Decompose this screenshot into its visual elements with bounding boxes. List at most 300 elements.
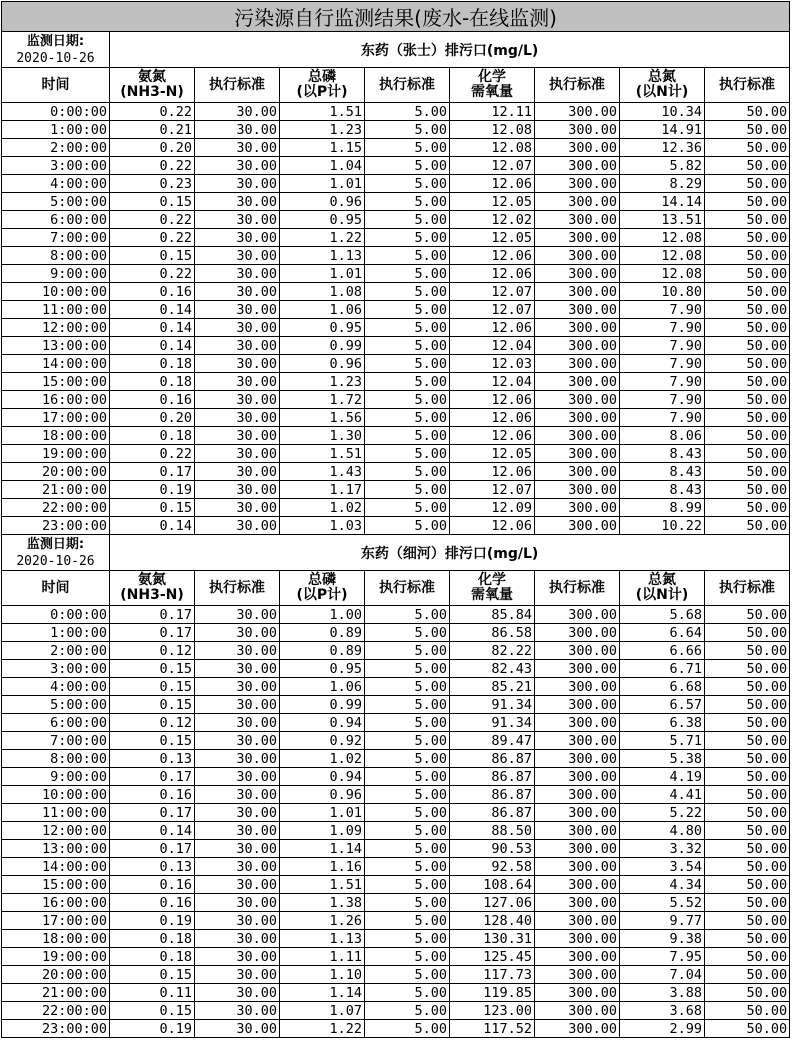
cell-time: 13:00:00 xyxy=(2,337,110,355)
table-row xyxy=(2,301,790,319)
monitoring-date xyxy=(2,32,110,68)
cell-ammonia: 0.15 xyxy=(110,966,195,984)
cell-cod: 86.58 xyxy=(450,624,535,642)
table-body xyxy=(2,2,790,1038)
cell-cod-standard: 300.00 xyxy=(535,930,620,948)
cell-ammonia: 0.15 xyxy=(110,499,195,517)
cell-nitrogen: 7.90 xyxy=(620,319,705,337)
cell-nitrogen: 12.08 xyxy=(620,265,705,283)
outlet-name: 东药（张士）排污口(mg/L) xyxy=(110,32,790,68)
table-row xyxy=(2,157,790,175)
cell-time: 21:00:00 xyxy=(2,984,110,1002)
cell-cod: 12.08 xyxy=(450,121,535,139)
cell-nitrogen: 12.08 xyxy=(620,229,705,247)
cell-nitrogen-standard: 50.00 xyxy=(705,463,790,481)
cell-phosphorus-standard: 5.00 xyxy=(365,355,450,373)
table-row xyxy=(2,876,790,894)
cell-cod-standard: 300.00 xyxy=(535,984,620,1002)
cell-time: 10:00:00 xyxy=(2,786,110,804)
table-row xyxy=(2,355,790,373)
cell-nitrogen: 6.68 xyxy=(620,678,705,696)
cell-nitrogen-standard: 50.00 xyxy=(705,678,790,696)
cell-cod-standard: 300.00 xyxy=(535,876,620,894)
cell-phosphorus-standard: 5.00 xyxy=(365,463,450,481)
cell-phosphorus: 1.04 xyxy=(280,157,365,175)
header-line: 总氮 xyxy=(648,69,676,85)
section-info-row xyxy=(2,535,790,571)
cell-nitrogen-standard: 50.00 xyxy=(705,211,790,229)
cell-phosphorus-standard: 5.00 xyxy=(365,301,450,319)
monitoring-sheet xyxy=(1,1,789,1046)
cell-nitrogen: 6.38 xyxy=(620,714,705,732)
cell-nitrogen-standard: 50.00 xyxy=(705,409,790,427)
cell-time: 13:00:00 xyxy=(2,840,110,858)
cell-cod: 12.04 xyxy=(450,373,535,391)
cell-nitrogen: 3.88 xyxy=(620,984,705,1002)
page-title: 污染源自行监测结果(废水-在线监测) xyxy=(2,2,790,32)
cell-ammonia-standard: 30.00 xyxy=(195,481,280,499)
cell-phosphorus-standard: 5.00 xyxy=(365,409,450,427)
cell-ammonia-standard: 30.00 xyxy=(195,804,280,822)
cell-phosphorus: 1.06 xyxy=(280,678,365,696)
cell-cod: 86.87 xyxy=(450,804,535,822)
cell-ammonia-standard: 30.00 xyxy=(195,427,280,445)
cell-nitrogen-standard: 50.00 xyxy=(705,103,790,121)
table-row xyxy=(2,481,790,499)
header-nitrogen xyxy=(620,68,705,103)
cell-cod-standard: 300.00 xyxy=(535,355,620,373)
table-row xyxy=(2,445,790,463)
cell-ammonia: 0.14 xyxy=(110,517,195,535)
table-row xyxy=(2,517,790,535)
cell-time: 23:00:00 xyxy=(2,1020,110,1038)
header-nitrogen xyxy=(620,571,705,606)
cell-phosphorus-standard: 5.00 xyxy=(365,858,450,876)
header-nitrogen-standard: 执行标准 xyxy=(705,68,790,103)
cell-phosphorus: 0.96 xyxy=(280,786,365,804)
cell-phosphorus-standard: 5.00 xyxy=(365,103,450,121)
cell-phosphorus-standard: 5.00 xyxy=(365,139,450,157)
cell-nitrogen: 7.90 xyxy=(620,409,705,427)
header-ammonia-standard: 执行标准 xyxy=(195,571,280,606)
cell-ammonia: 0.22 xyxy=(110,103,195,121)
cell-ammonia: 0.14 xyxy=(110,822,195,840)
cell-phosphorus-standard: 5.00 xyxy=(365,1020,450,1038)
cell-ammonia-standard: 30.00 xyxy=(195,265,280,283)
header-nitrogen-standard: 执行标准 xyxy=(705,571,790,606)
cell-ammonia-standard: 30.00 xyxy=(195,894,280,912)
header-time: 时间 xyxy=(2,571,110,606)
cell-cod: 12.09 xyxy=(450,499,535,517)
cell-cod: 12.05 xyxy=(450,229,535,247)
cell-phosphorus-standard: 5.00 xyxy=(365,427,450,445)
cell-cod: 12.02 xyxy=(450,211,535,229)
cell-nitrogen: 5.71 xyxy=(620,732,705,750)
cell-time: 22:00:00 xyxy=(2,499,110,517)
cell-cod-standard: 300.00 xyxy=(535,337,620,355)
cell-cod: 12.07 xyxy=(450,301,535,319)
table-row xyxy=(2,606,790,624)
cell-cod-standard: 300.00 xyxy=(535,517,620,535)
cell-phosphorus-standard: 5.00 xyxy=(365,193,450,211)
cell-nitrogen-standard: 50.00 xyxy=(705,732,790,750)
cell-ammonia: 0.14 xyxy=(110,301,195,319)
cell-nitrogen: 5.52 xyxy=(620,894,705,912)
cell-ammonia-standard: 30.00 xyxy=(195,499,280,517)
cell-time: 3:00:00 xyxy=(2,660,110,678)
table-row xyxy=(2,121,790,139)
cell-cod-standard: 300.00 xyxy=(535,714,620,732)
cell-nitrogen-standard: 50.00 xyxy=(705,229,790,247)
header-ammonia xyxy=(110,68,195,103)
cell-nitrogen: 9.77 xyxy=(620,912,705,930)
cell-nitrogen: 4.41 xyxy=(620,786,705,804)
header-cod xyxy=(450,68,535,103)
cell-nitrogen: 4.80 xyxy=(620,822,705,840)
cell-phosphorus-standard: 5.00 xyxy=(365,157,450,175)
table-row xyxy=(2,840,790,858)
cell-phosphorus: 0.99 xyxy=(280,337,365,355)
header-line: 化学 xyxy=(478,572,506,588)
header-cod-standard: 执行标准 xyxy=(535,68,620,103)
table-row xyxy=(2,804,790,822)
cell-ammonia-standard: 30.00 xyxy=(195,1002,280,1020)
cell-nitrogen-standard: 50.00 xyxy=(705,121,790,139)
cell-cod: 92.58 xyxy=(450,858,535,876)
cell-cod-standard: 300.00 xyxy=(535,1002,620,1020)
cell-nitrogen: 7.90 xyxy=(620,355,705,373)
cell-phosphorus: 1.14 xyxy=(280,984,365,1002)
cell-nitrogen: 8.99 xyxy=(620,499,705,517)
cell-cod: 117.73 xyxy=(450,966,535,984)
cell-phosphorus-standard: 5.00 xyxy=(365,750,450,768)
cell-phosphorus-standard: 5.00 xyxy=(365,642,450,660)
cell-ammonia-standard: 30.00 xyxy=(195,193,280,211)
cell-phosphorus-standard: 5.00 xyxy=(365,373,450,391)
table-row xyxy=(2,1002,790,1020)
cell-ammonia-standard: 30.00 xyxy=(195,409,280,427)
table-row xyxy=(2,714,790,732)
cell-ammonia-standard: 30.00 xyxy=(195,624,280,642)
cell-ammonia: 0.14 xyxy=(110,319,195,337)
cell-cod-standard: 300.00 xyxy=(535,678,620,696)
header-time: 时间 xyxy=(2,68,110,103)
cell-phosphorus: 1.23 xyxy=(280,373,365,391)
cell-ammonia-standard: 30.00 xyxy=(195,1020,280,1038)
cell-nitrogen-standard: 50.00 xyxy=(705,876,790,894)
cell-nitrogen: 2.99 xyxy=(620,1020,705,1038)
cell-ammonia-standard: 30.00 xyxy=(195,283,280,301)
cell-ammonia: 0.15 xyxy=(110,247,195,265)
cell-phosphorus: 1.14 xyxy=(280,840,365,858)
cell-cod-standard: 300.00 xyxy=(535,948,620,966)
cell-ammonia-standard: 30.00 xyxy=(195,930,280,948)
cell-cod: 12.07 xyxy=(450,157,535,175)
cell-ammonia-standard: 30.00 xyxy=(195,858,280,876)
cell-ammonia-standard: 30.00 xyxy=(195,319,280,337)
cell-cod-standard: 300.00 xyxy=(535,445,620,463)
cell-cod: 86.87 xyxy=(450,786,535,804)
cell-phosphorus-standard: 5.00 xyxy=(365,660,450,678)
cell-cod-standard: 300.00 xyxy=(535,211,620,229)
cell-time: 21:00:00 xyxy=(2,481,110,499)
cell-time: 23:00:00 xyxy=(2,517,110,535)
cell-phosphorus-standard: 5.00 xyxy=(365,822,450,840)
header-line: 总磷 xyxy=(308,69,336,85)
cell-ammonia: 0.18 xyxy=(110,948,195,966)
cell-ammonia-standard: 30.00 xyxy=(195,678,280,696)
cell-time: 5:00:00 xyxy=(2,193,110,211)
cell-nitrogen-standard: 50.00 xyxy=(705,1002,790,1020)
cell-nitrogen-standard: 50.00 xyxy=(705,175,790,193)
cell-phosphorus: 1.01 xyxy=(280,804,365,822)
cell-cod: 12.06 xyxy=(450,463,535,481)
cell-nitrogen: 14.14 xyxy=(620,193,705,211)
table-row xyxy=(2,696,790,714)
cell-phosphorus: 1.01 xyxy=(280,265,365,283)
cell-nitrogen-standard: 50.00 xyxy=(705,606,790,624)
cell-cod-standard: 300.00 xyxy=(535,696,620,714)
cell-nitrogen-standard: 50.00 xyxy=(705,966,790,984)
cell-nitrogen: 3.68 xyxy=(620,1002,705,1020)
cell-ammonia-standard: 30.00 xyxy=(195,642,280,660)
cell-nitrogen-standard: 50.00 xyxy=(705,337,790,355)
cell-phosphorus: 0.99 xyxy=(280,696,365,714)
cell-phosphorus: 1.51 xyxy=(280,876,365,894)
cell-phosphorus-standard: 5.00 xyxy=(365,876,450,894)
cell-nitrogen-standard: 50.00 xyxy=(705,301,790,319)
cell-time: 11:00:00 xyxy=(2,301,110,319)
cell-ammonia: 0.17 xyxy=(110,463,195,481)
cell-time: 15:00:00 xyxy=(2,876,110,894)
cell-cod-standard: 300.00 xyxy=(535,373,620,391)
cell-nitrogen-standard: 50.00 xyxy=(705,247,790,265)
cell-ammonia: 0.16 xyxy=(110,876,195,894)
table-row xyxy=(2,175,790,193)
table-row xyxy=(2,265,790,283)
cell-phosphorus-standard: 5.00 xyxy=(365,966,450,984)
cell-time: 7:00:00 xyxy=(2,732,110,750)
header-line: (以N计) xyxy=(635,587,689,603)
cell-ammonia: 0.15 xyxy=(110,696,195,714)
title-row xyxy=(2,2,790,32)
cell-time: 10:00:00 xyxy=(2,283,110,301)
cell-cod-standard: 300.00 xyxy=(535,912,620,930)
cell-ammonia: 0.17 xyxy=(110,804,195,822)
cell-phosphorus-standard: 5.00 xyxy=(365,319,450,337)
cell-nitrogen-standard: 50.00 xyxy=(705,445,790,463)
header-ammonia xyxy=(110,571,195,606)
cell-nitrogen-standard: 50.00 xyxy=(705,786,790,804)
cell-cod-standard: 300.00 xyxy=(535,822,620,840)
header-line: 需氧量 xyxy=(471,587,513,603)
cell-nitrogen-standard: 50.00 xyxy=(705,139,790,157)
cell-cod: 130.31 xyxy=(450,930,535,948)
cell-ammonia: 0.23 xyxy=(110,175,195,193)
cell-cod-standard: 300.00 xyxy=(535,642,620,660)
cell-cod: 12.06 xyxy=(450,517,535,535)
cell-cod-standard: 300.00 xyxy=(535,157,620,175)
cell-ammonia-standard: 30.00 xyxy=(195,301,280,319)
cell-cod-standard: 300.00 xyxy=(535,660,620,678)
cell-phosphorus: 1.23 xyxy=(280,121,365,139)
cell-ammonia: 0.22 xyxy=(110,445,195,463)
date-value: 2020-10-26 xyxy=(16,553,95,569)
cell-nitrogen-standard: 50.00 xyxy=(705,660,790,678)
date-label: 监测日期: xyxy=(26,536,85,552)
cell-phosphorus-standard: 5.00 xyxy=(365,732,450,750)
date-label: 监测日期: xyxy=(26,33,85,49)
header-line: 氨氮 xyxy=(138,69,166,85)
cell-phosphorus: 1.03 xyxy=(280,517,365,535)
cell-phosphorus: 1.09 xyxy=(280,822,365,840)
cell-cod-standard: 300.00 xyxy=(535,732,620,750)
cell-time: 6:00:00 xyxy=(2,211,110,229)
monitoring-date xyxy=(2,535,110,571)
cell-nitrogen-standard: 50.00 xyxy=(705,499,790,517)
cell-phosphorus: 1.07 xyxy=(280,1002,365,1020)
cell-cod-standard: 300.00 xyxy=(535,283,620,301)
cell-nitrogen-standard: 50.00 xyxy=(705,750,790,768)
cell-ammonia: 0.18 xyxy=(110,373,195,391)
header-line: (以P计) xyxy=(296,587,348,603)
cell-time: 17:00:00 xyxy=(2,912,110,930)
cell-phosphorus-standard: 5.00 xyxy=(365,624,450,642)
cell-cod: 12.08 xyxy=(450,139,535,157)
cell-cod: 86.87 xyxy=(450,750,535,768)
cell-nitrogen-standard: 50.00 xyxy=(705,804,790,822)
table-row xyxy=(2,427,790,445)
cell-cod: 117.52 xyxy=(450,1020,535,1038)
table-row xyxy=(2,768,790,786)
cell-phosphorus-standard: 5.00 xyxy=(365,211,450,229)
cell-time: 18:00:00 xyxy=(2,427,110,445)
cell-cod: 12.06 xyxy=(450,319,535,337)
cell-ammonia: 0.16 xyxy=(110,391,195,409)
cell-ammonia-standard: 30.00 xyxy=(195,840,280,858)
cell-ammonia-standard: 30.00 xyxy=(195,768,280,786)
table-row xyxy=(2,139,790,157)
cell-time: 14:00:00 xyxy=(2,858,110,876)
cell-phosphorus-standard: 5.00 xyxy=(365,175,450,193)
cell-ammonia-standard: 30.00 xyxy=(195,391,280,409)
cell-cod: 91.34 xyxy=(450,714,535,732)
cell-cod: 85.21 xyxy=(450,678,535,696)
cell-ammonia-standard: 30.00 xyxy=(195,355,280,373)
cell-phosphorus: 0.89 xyxy=(280,624,365,642)
cell-phosphorus: 0.96 xyxy=(280,355,365,373)
cell-cod-standard: 300.00 xyxy=(535,463,620,481)
cell-phosphorus: 0.95 xyxy=(280,660,365,678)
cell-ammonia-standard: 30.00 xyxy=(195,714,280,732)
cell-ammonia: 0.22 xyxy=(110,211,195,229)
cell-phosphorus-standard: 5.00 xyxy=(365,121,450,139)
cell-cod: 12.06 xyxy=(450,175,535,193)
cell-cod-standard: 300.00 xyxy=(535,499,620,517)
cell-nitrogen: 7.04 xyxy=(620,966,705,984)
cell-nitrogen: 5.82 xyxy=(620,157,705,175)
cell-phosphorus: 1.15 xyxy=(280,139,365,157)
cell-cod: 119.85 xyxy=(450,984,535,1002)
cell-cod-standard: 300.00 xyxy=(535,624,620,642)
cell-ammonia: 0.12 xyxy=(110,714,195,732)
cell-ammonia: 0.11 xyxy=(110,984,195,1002)
cell-nitrogen-standard: 50.00 xyxy=(705,948,790,966)
cell-cod: 12.06 xyxy=(450,427,535,445)
table-row xyxy=(2,211,790,229)
cell-time: 7:00:00 xyxy=(2,229,110,247)
cell-cod-standard: 300.00 xyxy=(535,175,620,193)
table-row xyxy=(2,373,790,391)
cell-cod-standard: 300.00 xyxy=(535,750,620,768)
cell-time: 20:00:00 xyxy=(2,966,110,984)
cell-cod: 128.40 xyxy=(450,912,535,930)
cell-nitrogen: 8.29 xyxy=(620,175,705,193)
cell-ammonia: 0.20 xyxy=(110,139,195,157)
cell-phosphorus-standard: 5.00 xyxy=(365,948,450,966)
table-row xyxy=(2,642,790,660)
cell-phosphorus: 0.89 xyxy=(280,642,365,660)
cell-time: 19:00:00 xyxy=(2,445,110,463)
table-row xyxy=(2,912,790,930)
cell-phosphorus: 1.17 xyxy=(280,481,365,499)
table-row xyxy=(2,786,790,804)
cell-nitrogen: 7.90 xyxy=(620,373,705,391)
cell-cod-standard: 300.00 xyxy=(535,427,620,445)
cell-cod: 86.87 xyxy=(450,768,535,786)
cell-phosphorus: 0.95 xyxy=(280,319,365,337)
cell-phosphorus: 1.01 xyxy=(280,175,365,193)
cell-phosphorus-standard: 5.00 xyxy=(365,714,450,732)
cell-cod: 12.06 xyxy=(450,409,535,427)
cell-ammonia-standard: 30.00 xyxy=(195,732,280,750)
cell-ammonia: 0.21 xyxy=(110,121,195,139)
cell-ammonia-standard: 30.00 xyxy=(195,103,280,121)
cell-phosphorus: 1.10 xyxy=(280,966,365,984)
cell-nitrogen: 5.68 xyxy=(620,606,705,624)
cell-ammonia: 0.16 xyxy=(110,786,195,804)
cell-phosphorus-standard: 5.00 xyxy=(365,283,450,301)
cell-phosphorus-standard: 5.00 xyxy=(365,481,450,499)
cell-ammonia-standard: 30.00 xyxy=(195,337,280,355)
table-row xyxy=(2,391,790,409)
cell-nitrogen-standard: 50.00 xyxy=(705,1020,790,1038)
cell-ammonia: 0.15 xyxy=(110,678,195,696)
table-row xyxy=(2,822,790,840)
cell-cod: 12.11 xyxy=(450,103,535,121)
cell-cod-standard: 300.00 xyxy=(535,804,620,822)
cell-time: 4:00:00 xyxy=(2,175,110,193)
header-ammonia-standard: 执行标准 xyxy=(195,68,280,103)
cell-ammonia: 0.18 xyxy=(110,930,195,948)
cell-nitrogen-standard: 50.00 xyxy=(705,642,790,660)
table-row xyxy=(2,319,790,337)
outlet-name: 东药（细河）排污口(mg/L) xyxy=(110,535,790,571)
table-row xyxy=(2,930,790,948)
cell-nitrogen-standard: 50.00 xyxy=(705,427,790,445)
cell-ammonia: 0.16 xyxy=(110,283,195,301)
cell-nitrogen: 3.32 xyxy=(620,840,705,858)
cell-nitrogen-standard: 50.00 xyxy=(705,373,790,391)
cell-phosphorus: 1.22 xyxy=(280,229,365,247)
cell-nitrogen-standard: 50.00 xyxy=(705,768,790,786)
cell-ammonia: 0.20 xyxy=(110,409,195,427)
cell-ammonia: 0.19 xyxy=(110,1020,195,1038)
cell-phosphorus-standard: 5.00 xyxy=(365,606,450,624)
cell-ammonia-standard: 30.00 xyxy=(195,876,280,894)
header-line: 氨氮 xyxy=(138,572,166,588)
cell-time: 22:00:00 xyxy=(2,1002,110,1020)
